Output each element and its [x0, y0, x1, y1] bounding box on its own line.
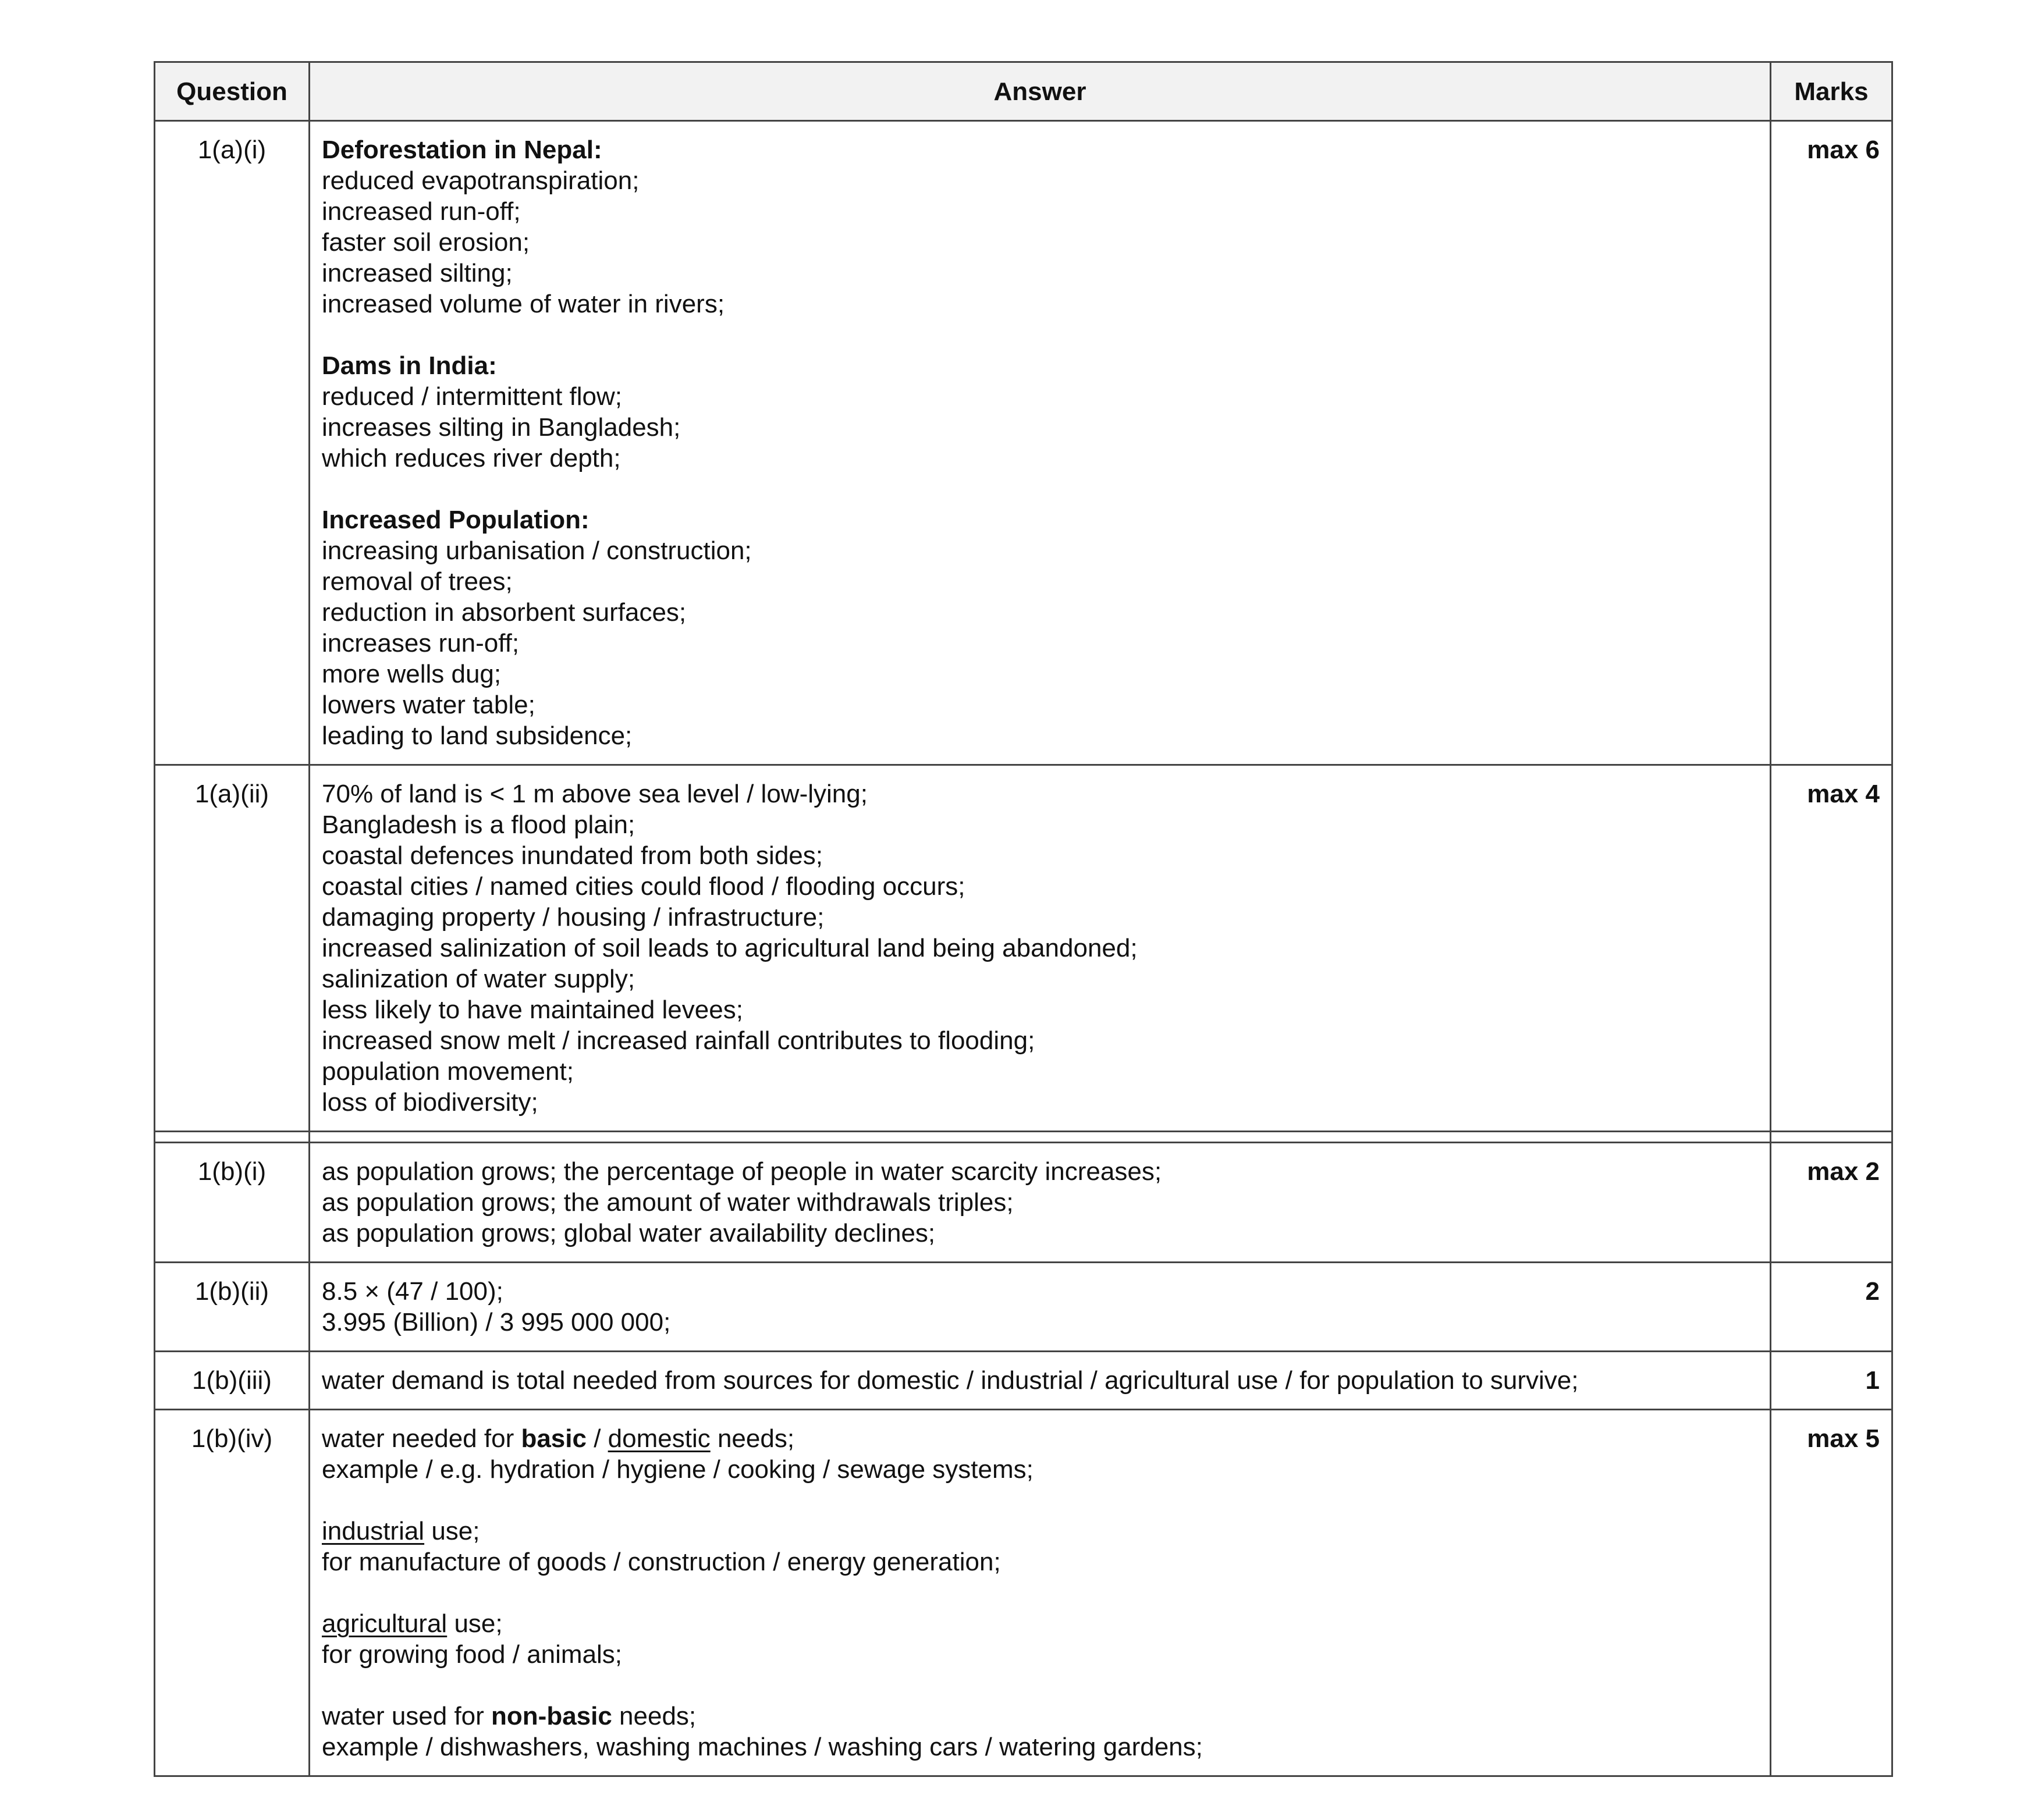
answer-line: as population grows; the amount of water withdrawals triples; — [322, 1188, 1014, 1217]
question-column-header: Question — [155, 62, 310, 121]
answer-line: example / dishwashers, washing machines / washing cars / watering gardens; — [322, 1733, 1203, 1761]
mark-scheme-table — [154, 61, 1893, 1777]
table-row — [155, 1410, 1892, 1776]
emphasis-text: basic — [521, 1424, 587, 1453]
marks-value: 2 — [1771, 1263, 1892, 1352]
answer-line: reduced / intermittent flow; — [322, 382, 623, 411]
answer-line — [322, 1516, 1758, 1547]
answer-line: increased run-off; — [322, 197, 521, 226]
question-number: 1(a)(ii) — [155, 765, 310, 1132]
underlined-text: industrial — [322, 1517, 425, 1545]
separator-cell — [1771, 1132, 1892, 1143]
blank-line — [322, 1485, 1758, 1516]
section-heading: Deforestation in Nepal: — [322, 136, 602, 164]
answer-text: use; — [424, 1517, 480, 1545]
answer-text: needs; — [710, 1424, 795, 1453]
answer-line: faster soil erosion; — [322, 228, 530, 257]
answer-line: example / e.g. hydration / hygiene / cooking / sewage systems; — [322, 1455, 1034, 1484]
answer-cell — [310, 1410, 1771, 1776]
answer-line: more wells dug; — [322, 660, 502, 688]
marks-column-header: Marks — [1771, 62, 1892, 121]
table-row — [155, 1263, 1892, 1352]
answer-line: coastal cities / named cities could flood / flooding occurs; — [322, 872, 965, 901]
answer-line: coastal defences inundated from both sides; — [322, 841, 823, 870]
answer-line: for manufacture of goods / construction / energy generation; — [322, 1548, 1001, 1576]
answer-cell — [310, 1143, 1771, 1263]
answer-line: damaging property / housing / infrastructure; — [322, 903, 825, 932]
answer-line: as population grows; global water availability declines; — [322, 1219, 936, 1247]
answer-text: / — [586, 1424, 608, 1453]
marks-value: max 5 — [1771, 1410, 1892, 1776]
table-row — [155, 1143, 1892, 1263]
answer-line: leading to land subsidence; — [322, 721, 633, 750]
answer-line: loss of biodiversity; — [322, 1088, 538, 1117]
answer-line — [322, 1608, 1758, 1639]
answer-line: for growing food / animals; — [322, 1640, 623, 1669]
section-heading: Dams in India: — [322, 351, 497, 380]
marks-value: 1 — [1771, 1352, 1892, 1410]
answer-cell — [310, 1263, 1771, 1352]
marks-value: max 2 — [1771, 1143, 1892, 1263]
answer-line: salinization of water supply; — [322, 965, 635, 993]
answer-text: use; — [447, 1609, 503, 1638]
answer-line: increased salinization of soil leads to agricultural land being abandoned; — [322, 934, 1138, 962]
marks-value: max 4 — [1771, 765, 1892, 1132]
answer-text: water needed for — [322, 1424, 521, 1453]
answer-line: 3.995 (Billion) / 3 995 000 000; — [322, 1308, 671, 1336]
answer-line: 8.5 × (47 / 100); — [322, 1277, 503, 1306]
answer-cell — [310, 121, 1771, 765]
answer-line: lowers water table; — [322, 691, 535, 719]
answer-line: reduced evapotranspiration; — [322, 166, 640, 195]
answer-line: increases run-off; — [322, 629, 520, 657]
answer-line: 70% of land is < 1 m above sea level / low-lying; — [322, 780, 868, 808]
answer-cell — [310, 765, 1771, 1132]
answer-line: removal of trees; — [322, 567, 513, 596]
answer-line: as population grows; the percentage of people in water scarcity increases; — [322, 1157, 1162, 1186]
answer-line: population movement; — [322, 1057, 574, 1086]
underlined-text: agricultural — [322, 1609, 448, 1638]
answer-line: increases silting in Bangladesh; — [322, 413, 681, 442]
answer-line — [322, 1701, 1758, 1732]
question-number: 1(b)(iii) — [155, 1352, 310, 1410]
answer-cell — [310, 1352, 1771, 1410]
question-number: 1(b)(ii) — [155, 1263, 310, 1352]
separator-cell — [155, 1132, 310, 1143]
table-row — [155, 1352, 1892, 1410]
question-number: 1(b)(i) — [155, 1143, 310, 1263]
question-number: 1(b)(iv) — [155, 1410, 310, 1776]
blank-line — [322, 1670, 1758, 1701]
answer-line: water demand is total needed from sources for domestic / industrial / agricultural use / for population to survive; — [322, 1366, 1579, 1395]
blank-line — [322, 1577, 1758, 1608]
header-row — [155, 62, 1892, 121]
marks-value: max 6 — [1771, 121, 1892, 765]
blank-line — [322, 474, 1758, 504]
table-row — [155, 121, 1892, 765]
answer-text: needs; — [612, 1702, 697, 1730]
blank-line — [322, 319, 1758, 350]
emphasis-text: non-basic — [491, 1702, 612, 1730]
answer-line: increased snow melt / increased rainfall contributes to flooding; — [322, 1026, 1035, 1055]
separator-row — [155, 1132, 1892, 1143]
answer-line: increasing urbanisation / construction; — [322, 536, 752, 565]
underlined-text: domestic — [608, 1424, 711, 1453]
answer-line: Bangladesh is a flood plain; — [322, 811, 635, 839]
section-heading: Increased Population: — [322, 506, 589, 534]
answer-line: increased volume of water in rivers; — [322, 290, 725, 318]
answer-line: less likely to have maintained levees; — [322, 996, 743, 1024]
question-number: 1(a)(i) — [155, 121, 310, 765]
answer-line — [322, 1423, 1758, 1454]
answer-column-header: Answer — [310, 62, 1771, 121]
answer-line: reduction in absorbent surfaces; — [322, 598, 687, 627]
answer-text: water used for — [322, 1702, 492, 1730]
table-row — [155, 765, 1892, 1132]
answer-line: increased silting; — [322, 259, 513, 287]
answer-line: which reduces river depth; — [322, 444, 621, 472]
separator-cell — [310, 1132, 1771, 1143]
